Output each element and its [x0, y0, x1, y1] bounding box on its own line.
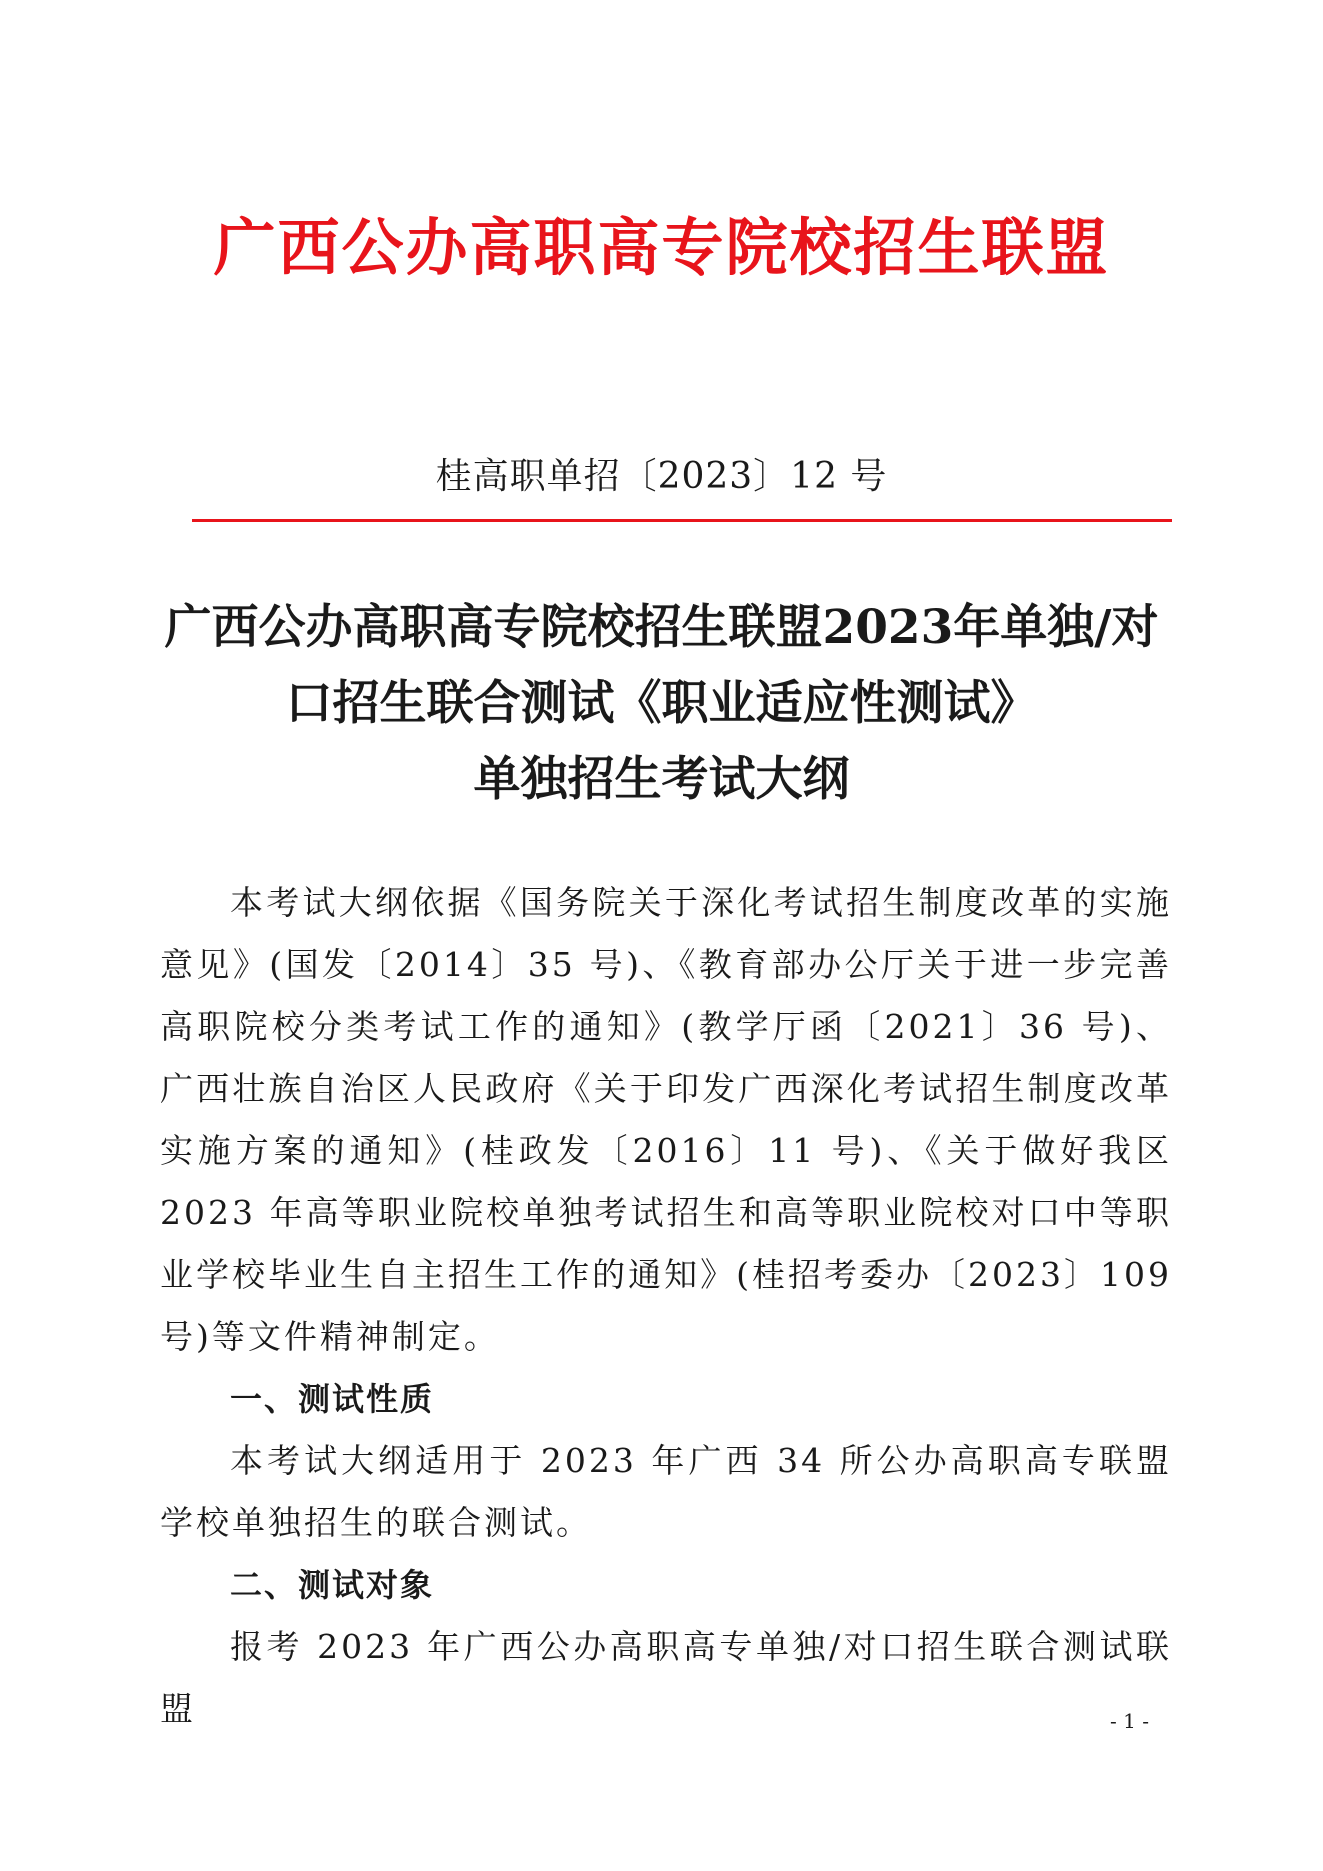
document-body	[160, 872, 1172, 1740]
document-number: 桂高职单招〔2023〕12 号	[435, 456, 888, 497]
page-number: - 1 -	[1110, 1709, 1149, 1733]
section-heading-target: 二、测试对象	[230, 1566, 435, 1604]
section-paragraph-target: 报考 2023 年广西公办高职高专单独/对口招生联合测试联盟	[160, 1627, 1172, 1728]
document-title	[150, 590, 1173, 818]
section-heading-nature: 一、测试性质	[230, 1380, 435, 1418]
red-divider-line	[192, 519, 1172, 522]
organization-header: 广西公办高职高专院校招生联盟	[213, 211, 1110, 284]
section-paragraph-nature: 本考试大纲适用于 2023 年广西 34 所公办高职高专联盟学校单独招生的联合测试。	[160, 1441, 1172, 1542]
intro-paragraph: 本考试大纲依据《国务院关于深化考试招生制度改革的实施意见》(国发〔2014〕35 号)、《教育部办公厅关于进一步完善高职院校分类考试工作的通知》(教学厅函〔2021〕36 号)、广西壮族自治区人民政府《关于印发广西深化考试招生制度改革实施方案的通知》(桂政发〔2016〕11 号)、《关于做好我区 2023 年高等职业院校单独考试招生和高等职业院校对口中等职业学校毕业生自主招生工作的通知》(桂招考委办〔2023〕109 号)等文件精神制定。	[160, 883, 1172, 1356]
title-line-1: 广西公办高职高专院校招生联盟2023年单独/对	[164, 600, 1159, 655]
title-line-2: 口招生联合测试《职业适应性测试》	[285, 676, 1038, 731]
title-line-3: 单独招生考试大纲	[473, 752, 850, 807]
